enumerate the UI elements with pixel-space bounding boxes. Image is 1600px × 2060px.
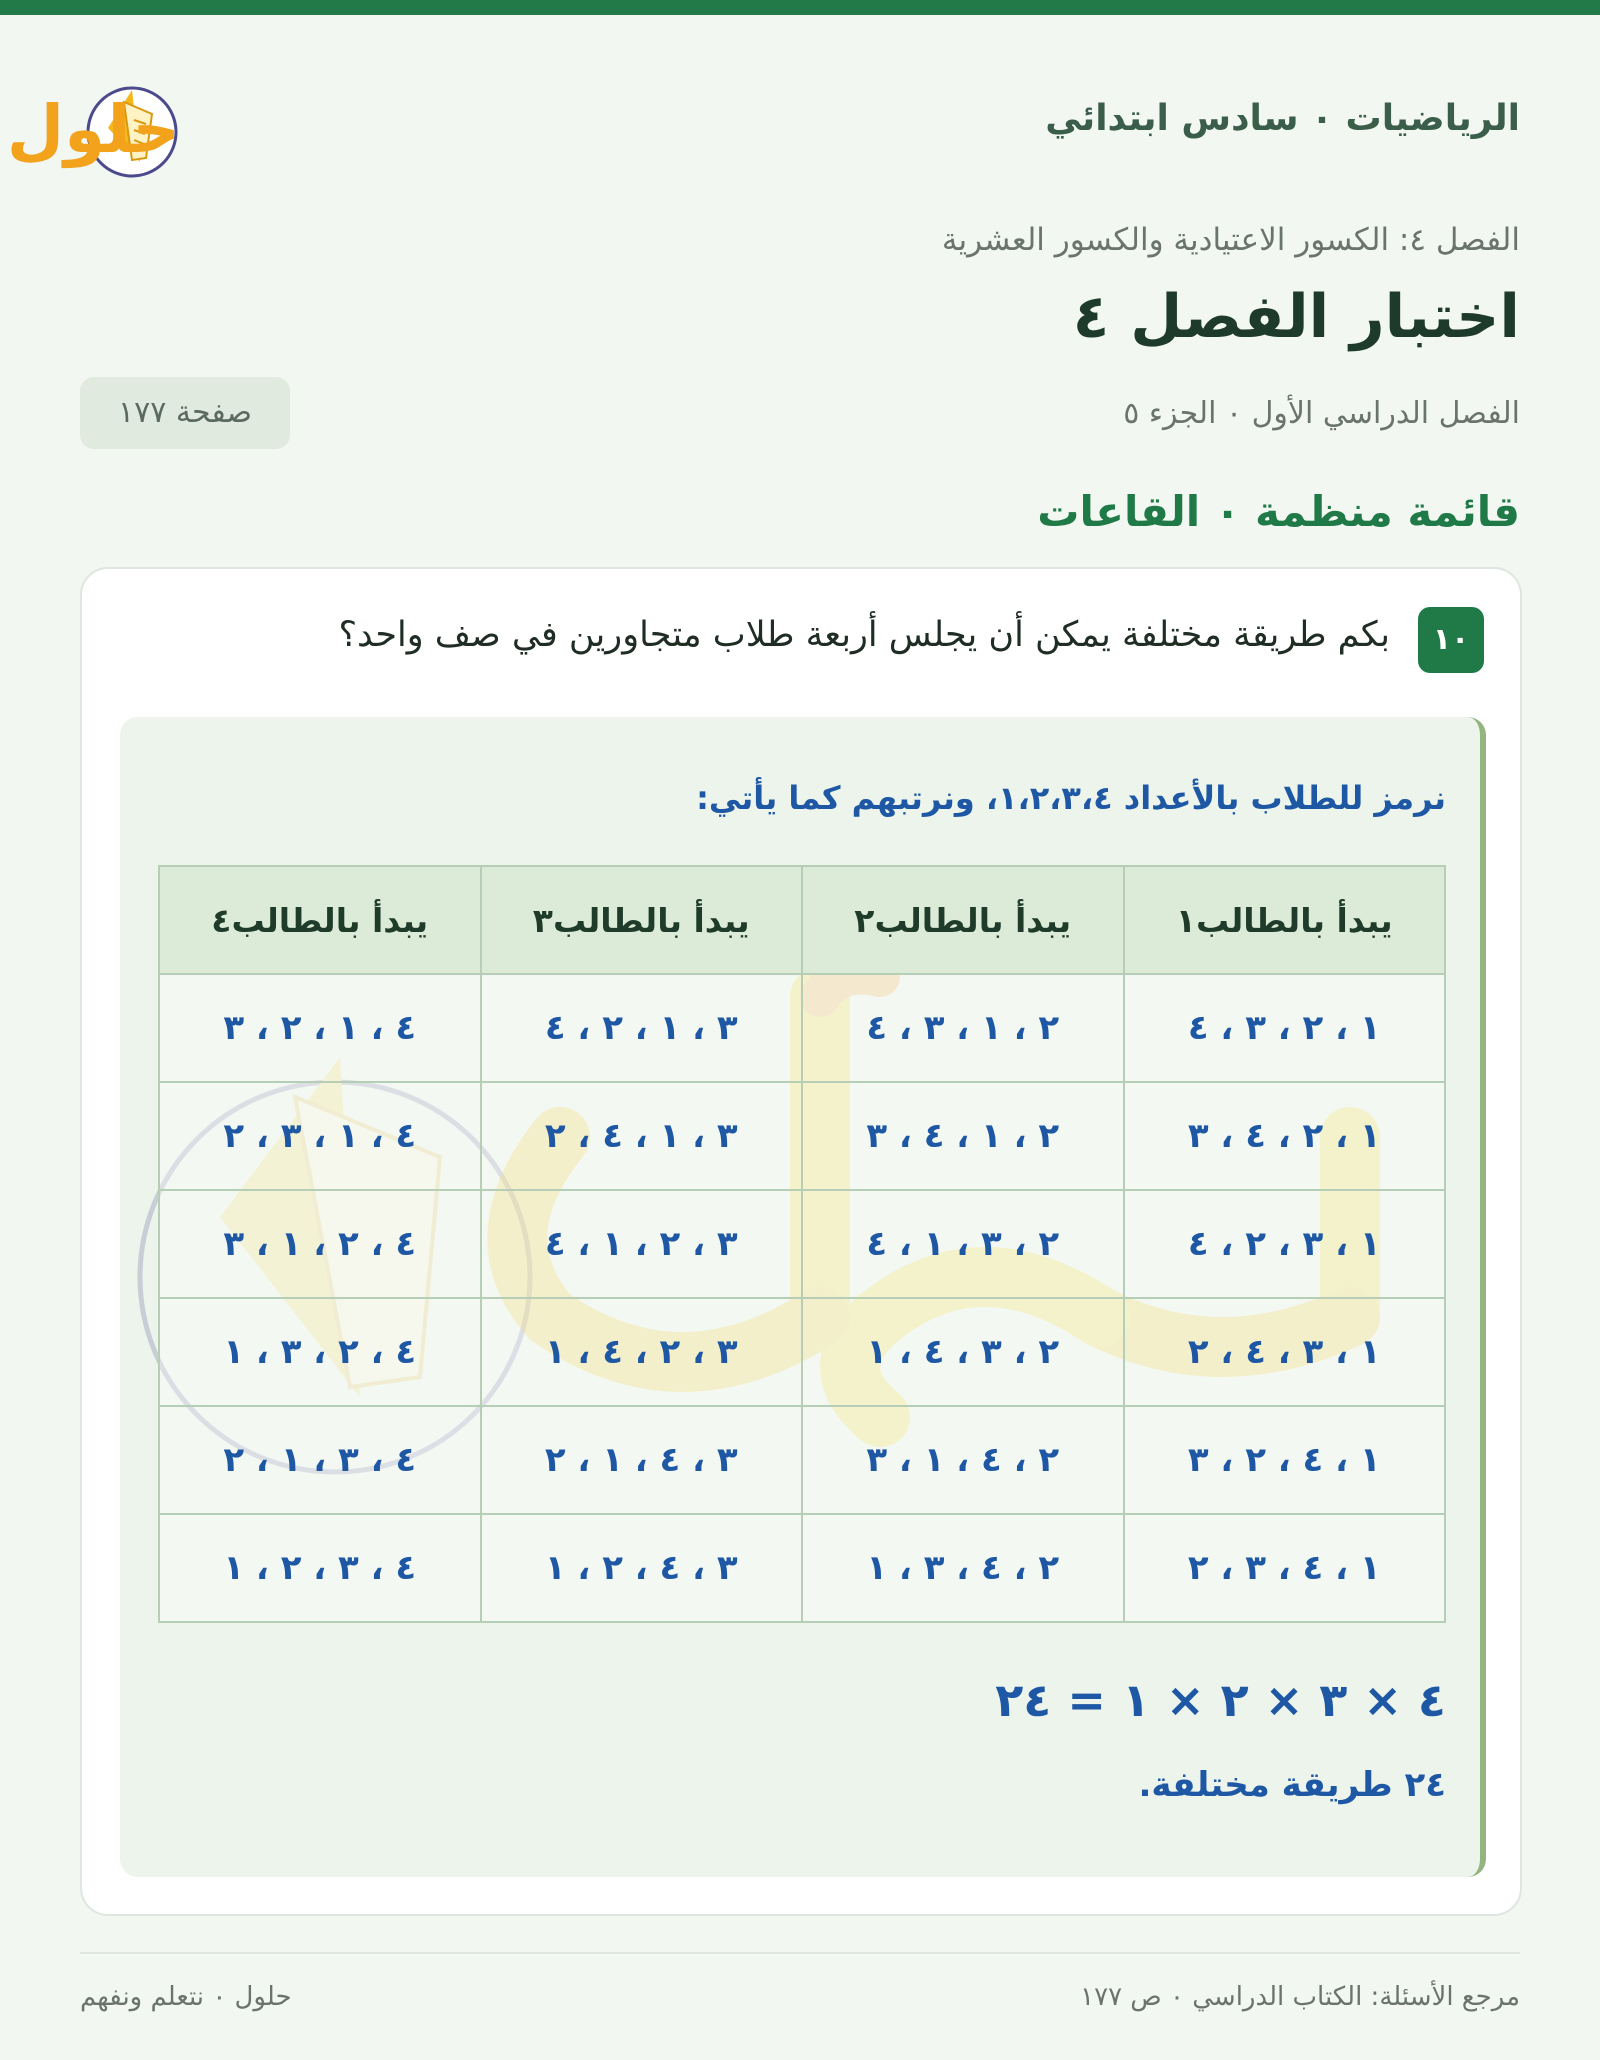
logo-icon <box>6 62 380 192</box>
footer-divider <box>80 1952 1520 1954</box>
table-cell: ٣ ، ٤ ، ١ ، ٢ <box>481 1406 803 1514</box>
page-title: اختبار الفصل ٤ <box>1072 282 1520 352</box>
top-accent-bar <box>0 0 1600 15</box>
table-cell: ٤ ، ٢ ، ٣ ، ١ <box>159 1298 481 1406</box>
hulul-logo[interactable] <box>6 62 380 192</box>
subject-label: الرياضيات ٠ سادس ابتدائي <box>1045 98 1520 139</box>
table-row <box>159 974 1445 1082</box>
table-cell: ١ ، ٤ ، ٢ ، ٣ <box>1124 1406 1446 1514</box>
table-cell: ٤ ، ١ ، ٢ ، ٣ <box>159 974 481 1082</box>
table-cell: ٤ ، ٣ ، ٢ ، ١ <box>159 1514 481 1622</box>
table-cell: ٤ ، ٣ ، ١ ، ٢ <box>159 1406 481 1514</box>
column-header: يبدأ بالطالب٣ <box>481 866 803 974</box>
page-number-badge: صفحة ١٧٧ <box>80 377 290 449</box>
table-cell: ٣ ، ٤ ، ٢ ، ١ <box>481 1514 803 1622</box>
column-header: يبدأ بالطالب٤ <box>159 866 481 974</box>
table-cell: ١ ، ٢ ، ٤ ، ٣ <box>1124 1082 1446 1190</box>
table-cell: ٤ ، ٢ ، ١ ، ٣ <box>159 1190 481 1298</box>
table-cell: ١ ، ٣ ، ٤ ، ٢ <box>1124 1298 1446 1406</box>
answer-intro: نرمز للطلاب بالأعداد ١،٢،٣،٤، ونرتبهم كما يأتي: <box>696 779 1446 817</box>
table-cell: ٢ ، ١ ، ٣ ، ٤ <box>802 974 1124 1082</box>
table-cell: ١ ، ٢ ، ٣ ، ٤ <box>1124 974 1446 1082</box>
table-row <box>159 1190 1445 1298</box>
table-cell: ٣ ، ١ ، ٢ ، ٤ <box>481 974 803 1082</box>
table-cell: ١ ، ٤ ، ٣ ، ٢ <box>1124 1514 1446 1622</box>
column-header: يبدأ بالطالب٢ <box>802 866 1124 974</box>
table-cell: ٣ ، ٢ ، ١ ، ٤ <box>481 1190 803 1298</box>
footer-reference: مرجع الأسئلة: الكتاب الدراسي ٠ ص ١٧٧ <box>1080 1982 1520 2012</box>
table-cell: ٢ ، ٤ ، ١ ، ٣ <box>802 1406 1124 1514</box>
table-cell: ٤ ، ١ ، ٣ ، ٢ <box>159 1082 481 1190</box>
table-row <box>159 1298 1445 1406</box>
section-heading: قائمة منظمة ٠ القاعات <box>1037 487 1520 536</box>
table-cell: ٢ ، ٤ ، ٣ ، ١ <box>802 1514 1124 1622</box>
table-row <box>159 1514 1445 1622</box>
answer-result: ٢٤ طريقة مختلفة. <box>1138 1765 1446 1805</box>
column-header: يبدأ بالطالب١ <box>1124 866 1446 974</box>
table-row <box>159 1406 1445 1514</box>
arrangements-table <box>158 865 1446 1623</box>
product-equation: ٤ × ٣ × ٢ × ١ = ٢٤ <box>995 1673 1446 1727</box>
answer-panel <box>120 717 1486 1877</box>
semester-label: الفصل الدراسي الأول ٠ الجزء ٥ <box>1123 396 1520 431</box>
logo-text: حلول <box>6 91 180 168</box>
table-header-row <box>159 866 1445 974</box>
page-header <box>6 62 1520 192</box>
question-text: بكم طريقة مختلفة يمكن أن يجلس أربعة طلاب متجاورين في صف واحد؟ <box>338 615 1390 655</box>
table-cell: ١ ، ٣ ، ٢ ، ٤ <box>1124 1190 1446 1298</box>
table-cell: ٣ ، ١ ، ٤ ، ٢ <box>481 1082 803 1190</box>
table-cell: ٢ ، ٣ ، ٤ ، ١ <box>802 1298 1124 1406</box>
chapter-subtitle: الفصل ٤: الكسور الاعتيادية والكسور العشرية <box>941 222 1520 258</box>
footer-brand: حلول ٠ نتعلم ونفهم <box>80 1982 292 2012</box>
table-cell: ٢ ، ٣ ، ١ ، ٤ <box>802 1190 1124 1298</box>
table-row <box>159 1082 1445 1190</box>
question-card <box>80 567 1522 1916</box>
table-cell: ٣ ، ٢ ، ٤ ، ١ <box>481 1298 803 1406</box>
question-number-badge: ١٠ <box>1418 607 1484 673</box>
table-cell: ٢ ، ١ ، ٤ ، ٣ <box>802 1082 1124 1190</box>
